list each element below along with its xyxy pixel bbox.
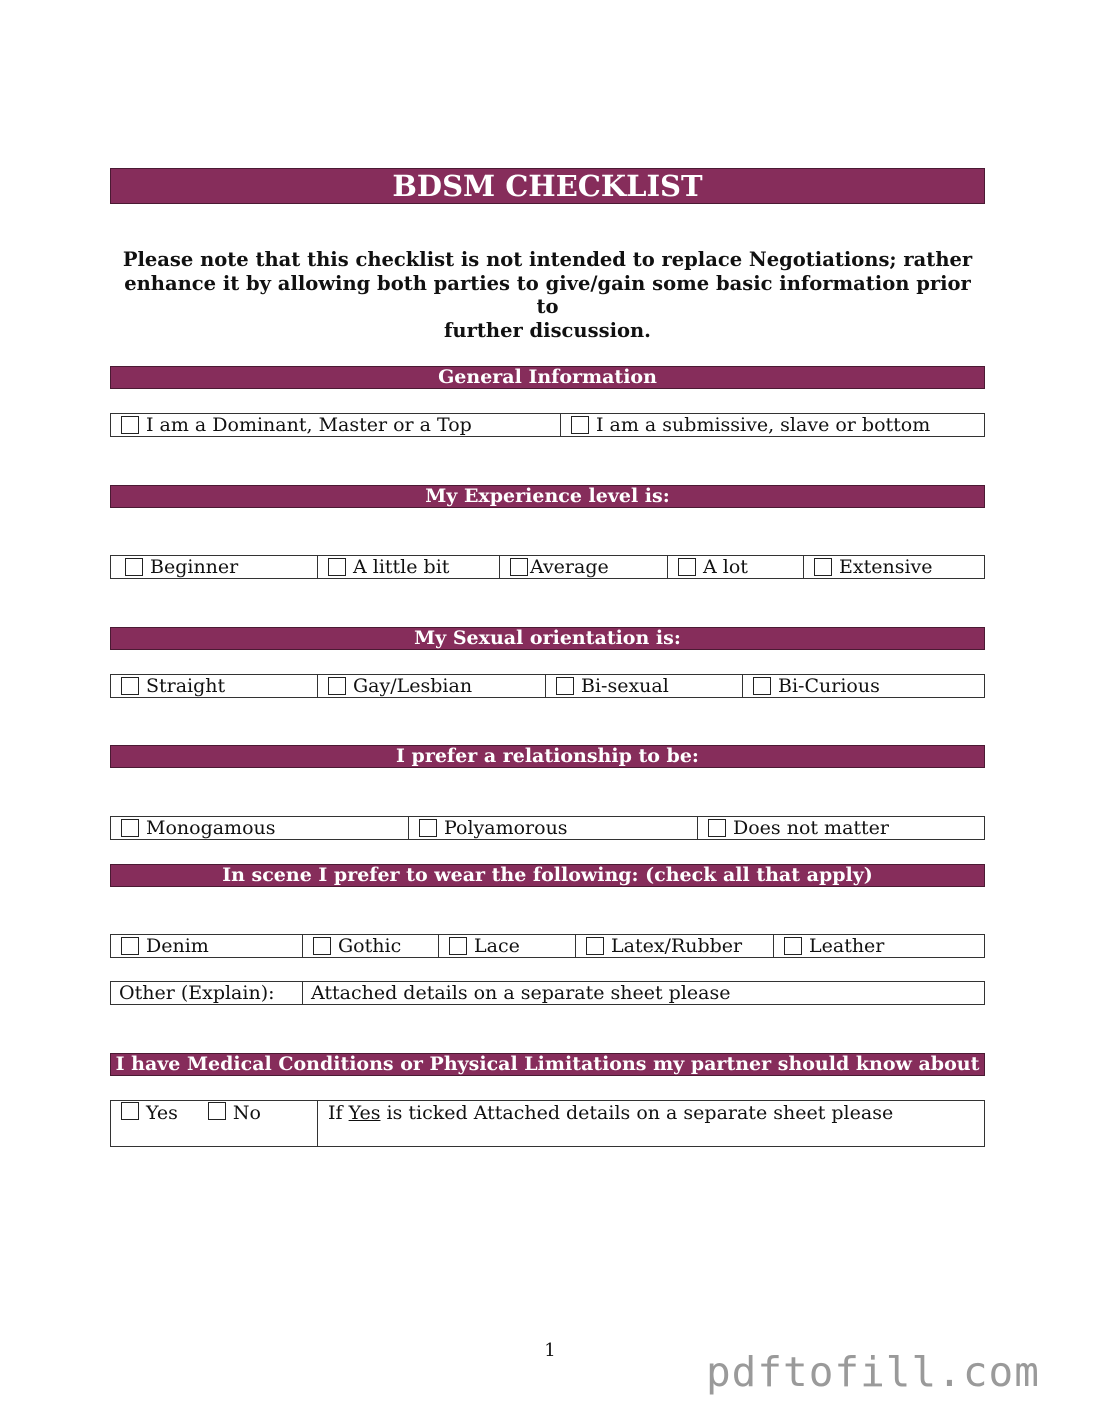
option-gay-lesbian[interactable] <box>318 675 546 697</box>
option-beginner[interactable] <box>111 556 318 578</box>
option-a-lot[interactable] <box>668 556 804 578</box>
option-label: Denim <box>146 935 209 957</box>
option-label: Lace <box>474 935 520 957</box>
page-title: BDSM CHECKLIST <box>110 168 985 204</box>
checkbox[interactable] <box>328 558 346 576</box>
checkbox[interactable] <box>678 558 696 576</box>
option-bi-curious[interactable] <box>743 675 984 697</box>
section-heading-relationship: I prefer a relationship to be: <box>110 745 985 768</box>
checkbox[interactable] <box>328 677 346 695</box>
option-extensive[interactable] <box>804 556 984 578</box>
option-label: I am a Dominant, Master or a Top <box>146 414 472 436</box>
option-label: Gothic <box>338 935 402 957</box>
option-average[interactable] <box>500 556 668 578</box>
yes-label: Yes <box>146 1102 178 1124</box>
option-gothic[interactable] <box>303 935 439 957</box>
option-polyamorous[interactable] <box>409 817 698 839</box>
option-lace[interactable] <box>439 935 576 957</box>
option-label: Polyamorous <box>444 817 568 839</box>
option-label: A little bit <box>353 556 450 578</box>
general-row <box>110 413 985 437</box>
wear-row <box>110 934 985 958</box>
option-label: Leather <box>809 935 885 957</box>
checkbox[interactable] <box>556 677 574 695</box>
option-label: A lot <box>703 556 748 578</box>
checkbox[interactable] <box>121 819 139 837</box>
medical-yes-no <box>111 1101 318 1146</box>
checkbox[interactable] <box>586 937 604 955</box>
no-label: No <box>232 1102 261 1124</box>
section-heading-experience: My Experience level is: <box>110 485 985 508</box>
checkbox[interactable] <box>121 937 139 955</box>
option-does-not-matter[interactable] <box>698 817 984 839</box>
checkbox[interactable] <box>753 677 771 695</box>
checkbox[interactable] <box>814 558 832 576</box>
option-leather[interactable] <box>774 935 984 957</box>
experience-row <box>110 555 985 579</box>
option-label: Monogamous <box>146 817 276 839</box>
detail-suffix: is ticked Attached details on a separate sheet please <box>386 1102 894 1124</box>
checkbox[interactable] <box>784 937 802 955</box>
detail-prefix: If <box>328 1102 343 1124</box>
medical-details-field[interactable] <box>318 1101 984 1146</box>
option-label: Latex/Rubber <box>611 935 743 957</box>
option-label: Bi-Curious <box>778 675 880 697</box>
option-label: Average <box>530 556 609 578</box>
checkbox[interactable] <box>125 558 143 576</box>
page-number: 1 <box>544 1340 556 1361</box>
other-explain-field[interactable]: Attached details on a separate sheet please <box>311 982 731 1004</box>
checkbox[interactable] <box>419 819 437 837</box>
option-label: Extensive <box>839 556 933 578</box>
relationship-row <box>110 816 985 840</box>
option-dominant[interactable] <box>111 414 561 436</box>
option-a-little-bit[interactable] <box>318 556 500 578</box>
detail-yes: Yes <box>348 1102 381 1124</box>
orientation-row <box>110 674 985 698</box>
wear-other-row <box>110 981 985 1005</box>
option-label: Gay/Lesbian <box>353 675 473 697</box>
medical-row <box>110 1100 985 1147</box>
checkbox[interactable] <box>121 416 139 434</box>
section-heading-general: General Information <box>110 366 985 389</box>
option-denim[interactable] <box>111 935 303 957</box>
option-label: Bi-sexual <box>581 675 669 697</box>
checkbox[interactable] <box>313 937 331 955</box>
option-label: Straight <box>146 675 226 697</box>
checkbox[interactable] <box>571 416 589 434</box>
other-label: Other (Explain): <box>111 982 303 1004</box>
option-straight[interactable] <box>111 675 318 697</box>
option-bisexual[interactable] <box>546 675 743 697</box>
note-line-3: further discussion. <box>444 318 651 342</box>
option-submissive[interactable] <box>561 414 984 436</box>
section-heading-orientation: My Sexual orientation is: <box>110 627 985 650</box>
option-label: Does not matter <box>733 817 889 839</box>
option-latex-rubber[interactable] <box>576 935 774 957</box>
checkbox[interactable] <box>510 558 528 576</box>
checkbox[interactable] <box>449 937 467 955</box>
note-line-1: Please note that this checklist is not intended to replace Negotiations; rather <box>122 248 973 271</box>
checkbox-yes[interactable] <box>121 1102 139 1120</box>
checkbox-no[interactable] <box>208 1102 226 1120</box>
checkbox[interactable] <box>121 677 139 695</box>
checkbox[interactable] <box>708 819 726 837</box>
section-heading-medical: I have Medical Conditions or Physical Limitations my partner should know about <box>110 1053 985 1076</box>
intro-note <box>120 248 975 342</box>
watermark: pdftofill.com <box>706 1348 1040 1396</box>
option-monogamous[interactable] <box>111 817 409 839</box>
section-heading-wear: In scene I prefer to wear the following: (check all that apply) <box>110 864 985 887</box>
note-line-2: enhance it by allowing both parties to give/gain some basic information prior to <box>124 271 971 318</box>
option-label: I am a submissive, slave or bottom <box>596 414 931 436</box>
option-label: Beginner <box>150 556 239 578</box>
